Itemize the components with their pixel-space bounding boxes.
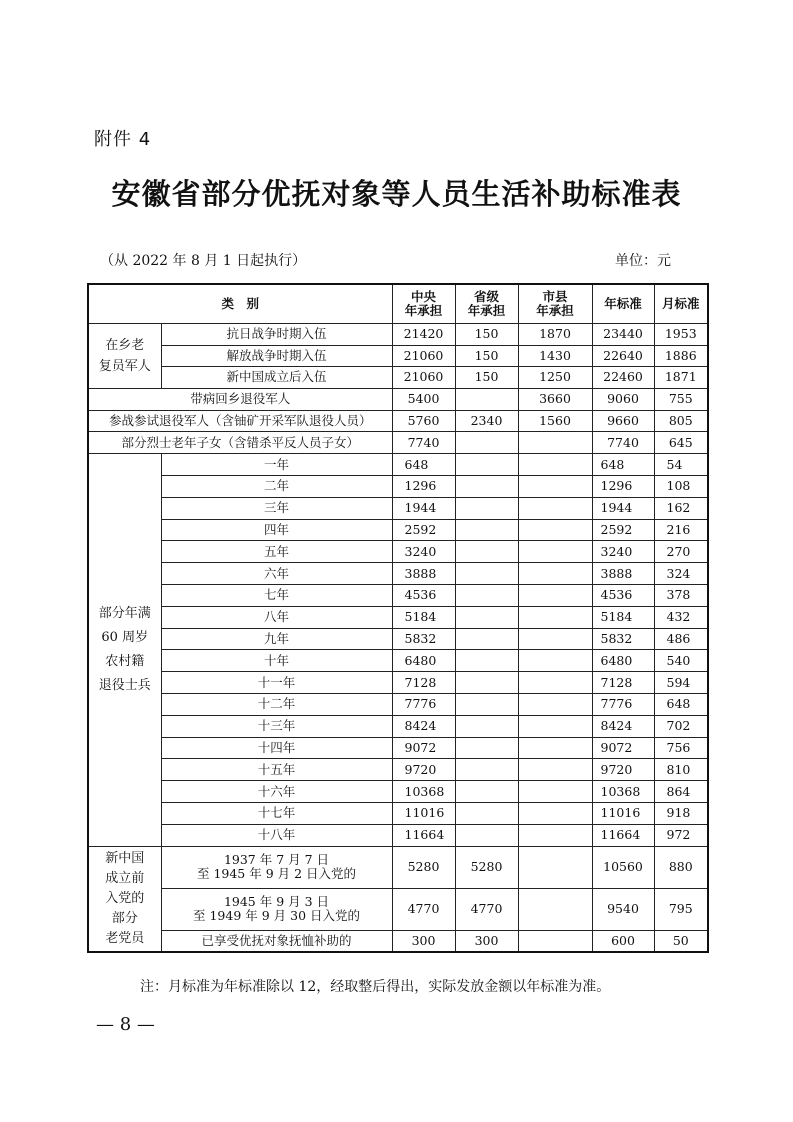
city-value (518, 563, 592, 585)
province-value (455, 519, 518, 541)
row-label: 九年 (161, 628, 392, 650)
annual-value: 10560 (592, 846, 654, 888)
row-label: 十二年 (161, 693, 392, 715)
row-label: 十三年 (161, 715, 392, 737)
central-value: 5280 (392, 846, 455, 888)
group-label: 在乡老 复员军人 (88, 324, 161, 389)
table-row (88, 541, 708, 563)
table-row (88, 345, 708, 367)
monthly-value: 864 (654, 781, 708, 803)
province-value (455, 802, 518, 824)
annual-value: 7740 (592, 432, 654, 454)
annual-value: 7776 (592, 693, 654, 715)
province-value: 150 (455, 345, 518, 367)
monthly-value: 324 (654, 563, 708, 585)
monthly-value: 540 (654, 650, 708, 672)
monthly-value: 594 (654, 672, 708, 694)
city-value (518, 737, 592, 759)
central-value: 10368 (392, 781, 455, 803)
city-value (518, 475, 592, 497)
row-label: 十五年 (161, 759, 392, 781)
attachment-label: 附件 4 (94, 129, 152, 150)
annual-value: 9072 (592, 737, 654, 759)
table-row (88, 715, 708, 737)
province-value (455, 628, 518, 650)
central-value: 7776 (392, 693, 455, 715)
central-value: 8424 (392, 715, 455, 737)
monthly-value: 378 (654, 584, 708, 606)
header-category: 类 别 (88, 284, 392, 324)
row-label: 三年 (161, 497, 392, 519)
table-row (88, 672, 708, 694)
row-label: 解放战争时期入伍 (161, 345, 392, 367)
monthly-value: 702 (654, 715, 708, 737)
city-value: 1870 (518, 324, 592, 346)
city-value (518, 888, 592, 930)
monthly-value: 918 (654, 802, 708, 824)
central-value: 21420 (392, 324, 455, 346)
city-value (518, 781, 592, 803)
table-row (88, 475, 708, 497)
row-label: 1937 年 7 月 7 日 至 1945 年 9 月 2 日入党的 (161, 846, 392, 888)
table-row (88, 693, 708, 715)
city-value (518, 846, 592, 888)
subsidy-standard-table (87, 283, 709, 953)
city-value: 3660 (518, 388, 592, 410)
table-row (88, 930, 708, 952)
monthly-value: 270 (654, 541, 708, 563)
row-label: 一年 (161, 454, 392, 476)
monthly-value: 880 (654, 846, 708, 888)
footnote: 注：月标准为年标准除以 12，经取整后得出，实际发放金额以年标准为准。 (140, 979, 611, 995)
annual-value: 23440 (592, 324, 654, 346)
province-value (455, 737, 518, 759)
monthly-value: 805 (654, 410, 708, 432)
monthly-value: 54 (654, 454, 708, 476)
annual-value: 3240 (592, 541, 654, 563)
row-label: 八年 (161, 606, 392, 628)
annual-value: 3888 (592, 563, 654, 585)
central-value: 2592 (392, 519, 455, 541)
row-label: 已享受优抚对象抚恤补助的 (161, 930, 392, 952)
row-label: 1945 年 9 月 3 日 至 1949 年 9 月 30 日入党的 (161, 888, 392, 930)
table-row (88, 367, 708, 389)
annual-value: 22460 (592, 367, 654, 389)
central-value: 3240 (392, 541, 455, 563)
city-value (518, 519, 592, 541)
annual-value: 9660 (592, 410, 654, 432)
row-label: 参战参试退役军人（含铀矿开采军队退役人员） (88, 410, 392, 432)
monthly-value: 795 (654, 888, 708, 930)
province-value (455, 824, 518, 846)
table-row (88, 824, 708, 846)
province-value: 2340 (455, 410, 518, 432)
city-value (518, 454, 592, 476)
header-annual: 年标准 (592, 284, 654, 324)
annual-value: 11664 (592, 824, 654, 846)
city-value: 1430 (518, 345, 592, 367)
annual-value: 600 (592, 930, 654, 952)
header-city: 市县 年承担 (518, 284, 592, 324)
province-value: 150 (455, 324, 518, 346)
row-label: 十六年 (161, 781, 392, 803)
central-value: 21060 (392, 345, 455, 367)
central-value: 1944 (392, 497, 455, 519)
central-value: 300 (392, 930, 455, 952)
annual-value: 11016 (592, 802, 654, 824)
province-value (455, 715, 518, 737)
monthly-value: 50 (654, 930, 708, 952)
central-value: 5184 (392, 606, 455, 628)
monthly-value: 648 (654, 693, 708, 715)
province-value: 150 (455, 367, 518, 389)
page-number: — 8 — (96, 1014, 155, 1035)
table-row (88, 388, 708, 410)
city-value (518, 584, 592, 606)
annual-value: 8424 (592, 715, 654, 737)
monthly-value: 432 (654, 606, 708, 628)
unit-label: 单位：元 (615, 253, 671, 269)
annual-value: 5184 (592, 606, 654, 628)
province-value (455, 759, 518, 781)
city-value (518, 824, 592, 846)
annual-value: 5832 (592, 628, 654, 650)
city-value (518, 672, 592, 694)
monthly-value: 216 (654, 519, 708, 541)
header-row (88, 284, 708, 324)
row-label: 带病回乡退役军人 (88, 388, 392, 410)
monthly-value: 1871 (654, 367, 708, 389)
annual-value: 9540 (592, 888, 654, 930)
city-value (518, 759, 592, 781)
central-value: 11016 (392, 802, 455, 824)
city-value (518, 693, 592, 715)
city-value (518, 930, 592, 952)
row-label: 十一年 (161, 672, 392, 694)
city-value (518, 432, 592, 454)
province-value (455, 563, 518, 585)
monthly-value: 1953 (654, 324, 708, 346)
monthly-value: 972 (654, 824, 708, 846)
monthly-value: 755 (654, 388, 708, 410)
table-row (88, 454, 708, 476)
city-value (518, 802, 592, 824)
group-label: 部分年满 60 周岁 农村籍 退役士兵 (88, 454, 161, 846)
city-value (518, 541, 592, 563)
group-label: 新中国 成立前 入党的 部分 老党员 (88, 846, 161, 952)
row-label: 新中国成立后入伍 (161, 367, 392, 389)
effective-date-note: （从 2022 年 8 月 1 日起执行） (100, 253, 307, 269)
annual-value: 9060 (592, 388, 654, 410)
table-row (88, 737, 708, 759)
city-value (518, 497, 592, 519)
row-label: 二年 (161, 475, 392, 497)
province-value: 5280 (455, 846, 518, 888)
annual-value: 1944 (592, 497, 654, 519)
row-label: 十八年 (161, 824, 392, 846)
row-label: 抗日战争时期入伍 (161, 324, 392, 346)
province-value (455, 454, 518, 476)
central-value: 4770 (392, 888, 455, 930)
city-value (518, 628, 592, 650)
monthly-value: 108 (654, 475, 708, 497)
city-value: 1560 (518, 410, 592, 432)
table-row (88, 324, 708, 346)
city-value (518, 715, 592, 737)
row-label: 四年 (161, 519, 392, 541)
monthly-value: 645 (654, 432, 708, 454)
row-label: 五年 (161, 541, 392, 563)
row-label: 十七年 (161, 802, 392, 824)
province-value: 4770 (455, 888, 518, 930)
header-central: 中央 年承担 (392, 284, 455, 324)
row-label: 部分烈士老年子女（含错杀平反人员子女） (88, 432, 392, 454)
table-row (88, 584, 708, 606)
table-row (88, 650, 708, 672)
annual-value: 10368 (592, 781, 654, 803)
table-body (88, 324, 708, 953)
annual-value: 9720 (592, 759, 654, 781)
central-value: 11664 (392, 824, 455, 846)
central-value: 4536 (392, 584, 455, 606)
table-row (88, 519, 708, 541)
central-value: 1296 (392, 475, 455, 497)
table-row (88, 802, 708, 824)
annual-value: 22640 (592, 345, 654, 367)
table-row (88, 606, 708, 628)
province-value (455, 693, 518, 715)
central-value: 7128 (392, 672, 455, 694)
province-value (455, 781, 518, 803)
annual-value: 6480 (592, 650, 654, 672)
central-value: 648 (392, 454, 455, 476)
monthly-value: 486 (654, 628, 708, 650)
table-row (88, 563, 708, 585)
province-value (455, 541, 518, 563)
central-value: 7740 (392, 432, 455, 454)
central-value: 5832 (392, 628, 455, 650)
row-label: 十年 (161, 650, 392, 672)
table-row (88, 628, 708, 650)
province-value (455, 432, 518, 454)
table-row (88, 781, 708, 803)
central-value: 9720 (392, 759, 455, 781)
city-value (518, 606, 592, 628)
table-row (88, 759, 708, 781)
row-label: 十四年 (161, 737, 392, 759)
province-value (455, 497, 518, 519)
annual-value: 1296 (592, 475, 654, 497)
table-row (88, 410, 708, 432)
row-label: 七年 (161, 584, 392, 606)
table-row (88, 432, 708, 454)
central-value: 21060 (392, 367, 455, 389)
table-row (88, 888, 708, 930)
central-value: 5400 (392, 388, 455, 410)
header-monthly: 月标准 (654, 284, 708, 324)
central-value: 6480 (392, 650, 455, 672)
city-value (518, 650, 592, 672)
page-title: 安徽省部分优抚对象等人员生活补助标准表 (111, 177, 682, 211)
monthly-value: 756 (654, 737, 708, 759)
city-value: 1250 (518, 367, 592, 389)
annual-value: 648 (592, 454, 654, 476)
monthly-value: 162 (654, 497, 708, 519)
province-value (455, 650, 518, 672)
row-label: 六年 (161, 563, 392, 585)
table-row (88, 497, 708, 519)
province-value (455, 388, 518, 410)
province-value (455, 475, 518, 497)
header-province: 省级 年承担 (455, 284, 518, 324)
monthly-value: 1886 (654, 345, 708, 367)
province-value (455, 606, 518, 628)
province-value (455, 584, 518, 606)
central-value: 5760 (392, 410, 455, 432)
province-value (455, 672, 518, 694)
annual-value: 7128 (592, 672, 654, 694)
table-row (88, 846, 708, 888)
annual-value: 4536 (592, 584, 654, 606)
central-value: 9072 (392, 737, 455, 759)
monthly-value: 810 (654, 759, 708, 781)
province-value: 300 (455, 930, 518, 952)
annual-value: 2592 (592, 519, 654, 541)
central-value: 3888 (392, 563, 455, 585)
